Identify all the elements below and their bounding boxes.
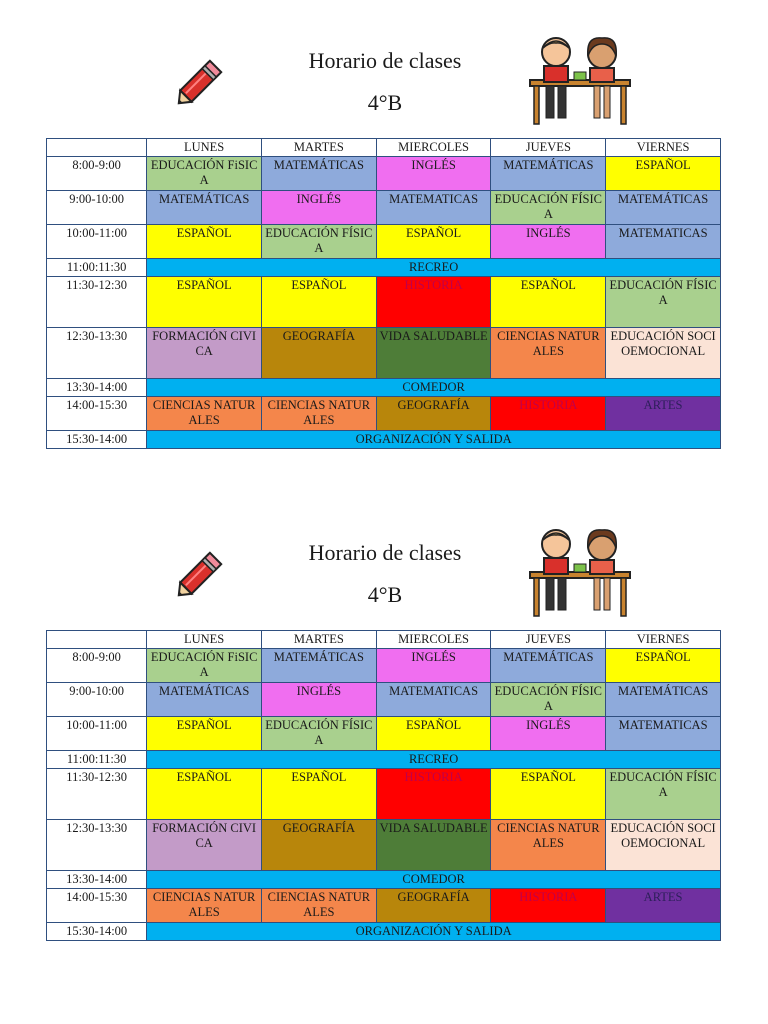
class-cell: EDUCACIÓN SOCIOEMOCIONAL	[606, 328, 721, 379]
class-cell: EDUCACIÓN FiSICA	[147, 649, 262, 683]
class-cell: MATEMÁTICAS	[147, 191, 262, 225]
class-cell: EDUCACIÓN SOCIOEMOCIONAL	[606, 820, 721, 871]
class-cell: CIENCIAS NATURALES	[491, 328, 606, 379]
table-row	[47, 225, 721, 259]
grade-label: 4°B	[367, 582, 403, 607]
class-cell: ARTES	[606, 397, 721, 431]
class-cell: MATEMÁTICAS	[491, 649, 606, 683]
time-cell: 8:00-9:00	[47, 649, 147, 683]
table-row	[47, 769, 721, 820]
class-cell: ESPAÑOL	[491, 277, 606, 328]
table-row	[47, 751, 721, 769]
class-cell: MATEMÁTICAS	[262, 157, 377, 191]
class-cell: ESPAÑOL	[606, 649, 721, 683]
page-title: Horario de clases	[308, 540, 462, 565]
closing-cell: ORGANIZACIÓN Y SALIDA	[147, 431, 721, 449]
time-cell: 14:00-15:30	[47, 397, 147, 431]
schedule-sheet-1	[0, 40, 768, 446]
time-cell: 11:30-12:30	[47, 277, 147, 328]
time-cell: 13:30-14:00	[47, 379, 147, 397]
class-cell: MATEMÁTICAS	[262, 649, 377, 683]
class-cell: MATEMÁTICAS	[606, 683, 721, 717]
table-row	[47, 683, 721, 717]
day-header: LUNES	[147, 139, 262, 157]
class-cell: MATEMÁTICAS	[491, 157, 606, 191]
table-row	[47, 157, 721, 191]
time-cell: 11:00:11:30	[47, 751, 147, 769]
table-row	[47, 871, 721, 889]
day-header: MARTES	[262, 139, 377, 157]
time-cell: 9:00-10:00	[47, 683, 147, 717]
table-row	[47, 328, 721, 379]
time-cell: 12:30-13:30	[47, 328, 147, 379]
table-row	[47, 649, 721, 683]
table-row	[47, 277, 721, 328]
table-row	[47, 397, 721, 431]
class-cell: GEOGRAFÍA	[376, 397, 491, 431]
class-cell: EDUCACIÓN FÍSICA	[491, 191, 606, 225]
class-cell: CIENCIAS NATURALES	[147, 397, 262, 431]
schedule-table	[46, 630, 721, 941]
children-at-desk-icon	[526, 526, 636, 618]
page-title: Horario de clases	[308, 48, 462, 73]
class-cell: EDUCACIÓN FÍSICA	[262, 717, 377, 751]
table-header-row	[47, 139, 721, 157]
class-cell: EDUCACIÓN FÍSICA	[491, 683, 606, 717]
class-cell: FORMACIÓN CIVICA	[147, 328, 262, 379]
time-cell: 10:00-11:00	[47, 225, 147, 259]
class-cell: GEOGRAFÍA	[262, 328, 377, 379]
grade-label: 4°B	[367, 90, 403, 115]
day-header: MIERCOLES	[376, 139, 491, 157]
pencil-icon	[168, 50, 232, 114]
class-cell: HISTORIA	[376, 277, 491, 328]
class-cell: MATEMATICAS	[376, 191, 491, 225]
day-header: MIERCOLES	[376, 631, 491, 649]
class-cell: HISTORIA	[491, 397, 606, 431]
time-cell: 11:30-12:30	[47, 769, 147, 820]
time-cell: 14:00-15:30	[47, 889, 147, 923]
day-header: VIERNES	[606, 631, 721, 649]
class-cell: MATEMATICAS	[606, 225, 721, 259]
class-cell: ESPAÑOL	[491, 769, 606, 820]
class-cell: FORMACIÓN CIVICA	[147, 820, 262, 871]
class-cell: VIDA SALUDABLE	[376, 328, 491, 379]
break-cell: RECREO	[147, 259, 721, 277]
class-cell: ESPAÑOL	[262, 277, 377, 328]
children-at-desk-icon	[526, 34, 636, 126]
class-cell: CIENCIAS NATURALES	[491, 820, 606, 871]
corner-cell	[47, 139, 147, 157]
class-cell: ESPAÑOL	[147, 769, 262, 820]
class-cell: VIDA SALUDABLE	[376, 820, 491, 871]
class-cell: GEOGRAFÍA	[262, 820, 377, 871]
table-row	[47, 923, 721, 941]
class-cell: ESPAÑOL	[376, 717, 491, 751]
class-cell: INGLÉS	[262, 191, 377, 225]
time-cell: 15:30-14:00	[47, 923, 147, 941]
class-cell: INGLÉS	[491, 717, 606, 751]
table-row	[47, 717, 721, 751]
table-row	[47, 191, 721, 225]
class-cell: GEOGRAFÍA	[376, 889, 491, 923]
day-header: JUEVES	[491, 139, 606, 157]
day-header: LUNES	[147, 631, 262, 649]
class-cell: EDUCACIÓN FÍSICA	[606, 769, 721, 820]
time-cell: 13:30-14:00	[47, 871, 147, 889]
class-cell: EDUCACIÓN FiSICA	[147, 157, 262, 191]
pencil-icon	[168, 542, 232, 606]
schedule-table	[46, 138, 721, 449]
break-cell: COMEDOR	[147, 871, 721, 889]
class-cell: ESPAÑOL	[376, 225, 491, 259]
class-cell: ESPAÑOL	[606, 157, 721, 191]
time-cell: 8:00-9:00	[47, 157, 147, 191]
time-cell: 11:00:11:30	[47, 259, 147, 277]
schedule-sheet-2	[0, 532, 768, 938]
time-cell: 12:30-13:30	[47, 820, 147, 871]
class-cell: ESPAÑOL	[262, 769, 377, 820]
table-row	[47, 820, 721, 871]
time-cell: 10:00-11:00	[47, 717, 147, 751]
break-cell: COMEDOR	[147, 379, 721, 397]
time-cell: 9:00-10:00	[47, 191, 147, 225]
closing-cell: ORGANIZACIÓN Y SALIDA	[147, 923, 721, 941]
class-cell: ESPAÑOL	[147, 277, 262, 328]
class-cell: CIENCIAS NATURALES	[262, 889, 377, 923]
class-cell: CIENCIAS NATURALES	[262, 397, 377, 431]
table-row	[47, 379, 721, 397]
table-row	[47, 259, 721, 277]
class-cell: MATEMÁTICAS	[147, 683, 262, 717]
class-cell: MATEMATICAS	[606, 717, 721, 751]
class-cell: CIENCIAS NATURALES	[147, 889, 262, 923]
class-cell: EDUCACIÓN FÍSICA	[262, 225, 377, 259]
table-header-row	[47, 631, 721, 649]
class-cell: ESPAÑOL	[147, 717, 262, 751]
class-cell: EDUCACIÓN FÍSICA	[606, 277, 721, 328]
class-cell: INGLÉS	[376, 157, 491, 191]
class-cell: MATEMÁTICAS	[606, 191, 721, 225]
class-cell: MATEMATICAS	[376, 683, 491, 717]
time-cell: 15:30-14:00	[47, 431, 147, 449]
corner-cell	[47, 631, 147, 649]
day-header: JUEVES	[491, 631, 606, 649]
class-cell: INGLÉS	[262, 683, 377, 717]
day-header: MARTES	[262, 631, 377, 649]
table-row	[47, 889, 721, 923]
class-cell: ESPAÑOL	[147, 225, 262, 259]
break-cell: RECREO	[147, 751, 721, 769]
class-cell: ARTES	[606, 889, 721, 923]
class-cell: HISTORIA	[491, 889, 606, 923]
class-cell: INGLÉS	[376, 649, 491, 683]
table-row	[47, 431, 721, 449]
class-cell: INGLÉS	[491, 225, 606, 259]
class-cell: HISTORIA	[376, 769, 491, 820]
day-header: VIERNES	[606, 139, 721, 157]
